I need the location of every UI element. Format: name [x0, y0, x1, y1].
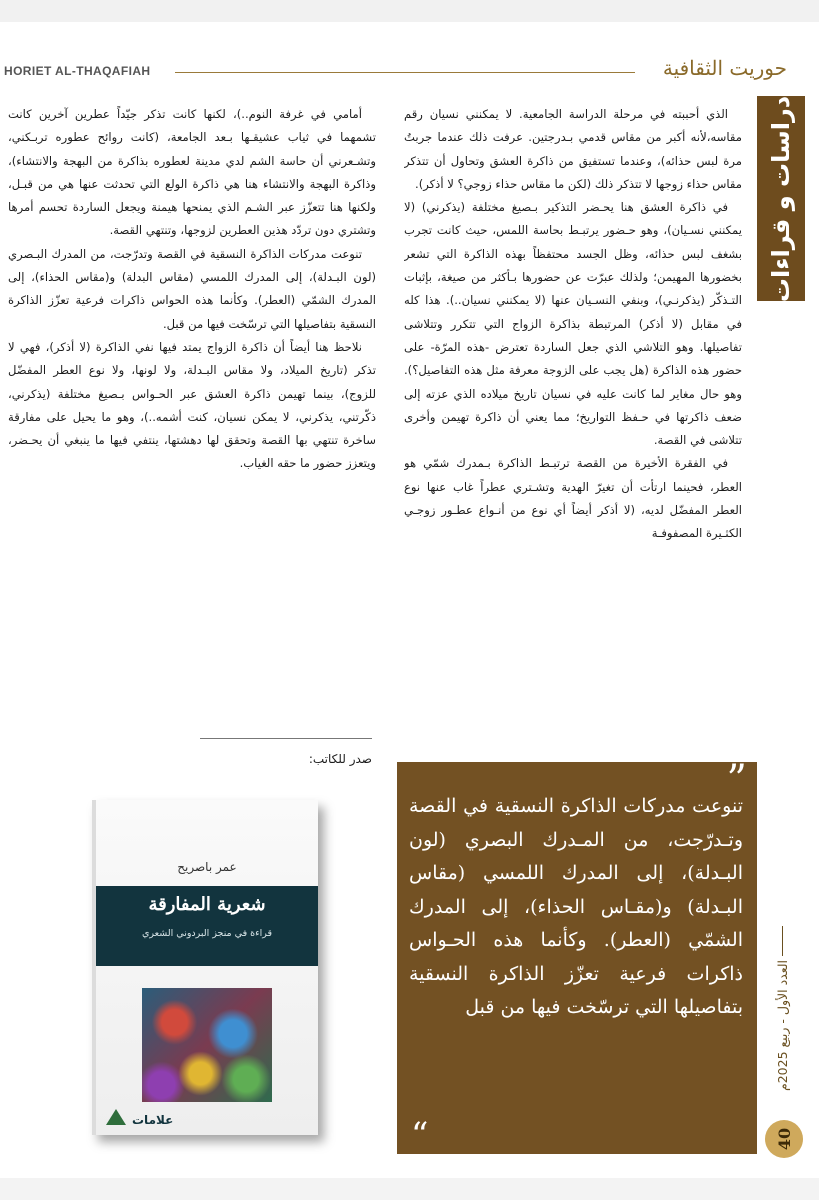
paragraph: في الفقرة الأخيرة من القصة ترتبـط الذاكرة بـمدرك شمّي هو العطر، فحينما ارتأت أن تغيرّ الهدية وتشـتري عطراً غاب عنها نوع العطر المفضّل لديه، (لا أذكر أيضاً أي نوع من أنـواع عطـور زوجـي الكثـيرة المصفوفـة	[404, 456, 742, 541]
book-publisher: علامات	[132, 1113, 174, 1127]
article-column-left	[8, 103, 376, 723]
pull-quote-text: تنوعت مدركات الذاكرة النسقية في القصة وتـدرّجت، من المـدرك البصري (لون البـدلة)، إلى المدرك اللمسي (مقاس البـدلة) و(مقـاس الحذاء)، إلى المدرك الشمّي (العطر). وكأنما هذه الحـواس ذاكرات فرعية تعزّز الذاكرة النسقية بتفاصيلها التي ترسّخت فيها من قبل	[409, 795, 743, 1018]
book-title: شعرية المفارقة	[148, 894, 266, 915]
quote-close-icon: “	[411, 1115, 429, 1155]
masthead-divider	[175, 72, 635, 73]
pull-quote-box	[397, 757, 757, 1155]
paragraph: أمامي في غرفة النوم..)، لكنها كانت تذكر جيّداً عطرين آخرين كانت تشمهما في ثياب عشيقـها بـعد الجامعة، (كانت روائح عطوره تربـكني، وتشـعرني أن حاسة الشم لدي مدينة لعطوره بذاكرة من البهجة والانتشاء)، وذاكرة البهجة والانتشاء هنا هي ذاكرة الولع التي تحدثت عنها هي من قبـل، ولكنها هنا تتعزّز عبر الشـم الذي يمنحها هيمنة ويجعل الساردة تحسم أمرها وتشتري دون تردّد هذين العطرين لزوجها، وتنتهي القصة.	[8, 107, 376, 238]
book-title-band	[96, 886, 318, 966]
paragraph: نلاحظ هنا أيضاً أن ذاكرة الزواج يمتد فيها نفي الذاكرة (لا أذكر)، فهي لا تذكر (تاريخ الميلاد، ولا مقاس البـدلة، ولا لونها، ولا نوع العطر المفضّل للزوج)، بينما تهيمن ذاكرة العشق عبر الحـواس بـصيغ مختلفة (يذكرني، ذكّرتني، يذكرني، لا يمكن نسيان، كنت أشمه..)، وهو ما يحيل على مفارقة ساخرة تنتهي بها القصة وتحقق لها دهشتها، ينتفي فيها ما ينبغي أن يحـضر، ويتعزز حضور ما حقه الغياب.	[8, 339, 376, 471]
page-number-badge: 40	[765, 1120, 803, 1158]
masthead-english-title: HORIET AL-THAQAFIAH	[4, 64, 151, 78]
paragraph: في ذاكرة العشق هنا يحـضر التذكير بـصيغ مختلفة (يذكرني) (لا يمكنني نسـيان)، وهو حـضور يرتبـط بحاسة اللمس، حيث كانت تجرب بشغف لبس حذائه، وظل الجسد محتفظاً بهذه الذاكرة التي تشعر بخضورها المهيمن؛ ولذلك عبرّت عن حضورها بـأكثر من صيغة، بإثبات التـذكّر (يذكرنـي)، وبنفي النسـيان عنها (لا يمكنني نسيان..). هذا كله في مقابل (لا أذكر) المرتبطة بذاكرة الزواج التي تتكرر وتتلاشى تفاصيلها. وهو التلاشي الذي جعل الساردة تعترض -هذه المرّة- على حضور هذه الذاكرة (هل يجب على الزوجة معرفة مثل هذه التفاصيل؟). وهو حال مغاير لما كانت عليه في نسيان تاريخ ميلاده الذي عزته إلى ضعف ذاكرتها في حـفظ التواريخ؛ مما يعني أن ذاكرة تهيمن وأخرى تتلاشى في القصة.	[404, 200, 742, 448]
bottom-margin-strip	[0, 1178, 819, 1200]
section-tab	[757, 96, 805, 301]
author-publications-label: صدر للكاتب:	[308, 752, 372, 766]
issue-label	[760, 920, 806, 1130]
issue-text: العدد الأول - ربيع 2025م	[775, 959, 791, 1091]
masthead-arabic-logo: حوريت الثقافية	[662, 56, 787, 80]
article-column-right	[404, 103, 742, 745]
book-subtitle: قراءة في منجز البردوني الشعري	[141, 928, 273, 939]
section-divider	[200, 738, 372, 739]
top-margin-strip	[0, 0, 819, 22]
paragraph: تنوعت مدركات الذاكرة النسقية في القصة وتدرّجت، من المدرك البـصري (لون البـدلة)، إلى المدرك اللمسي (مقاس البدلة) و(مقاس الحذاء)، إلى المدرك الشمّي (العطر). وكأنما هذه الحواس ذاكرات فرعية تعزّز الذاكرة النسقية بتفاصيلها التي ترسّخت فيها من قبل.	[8, 246, 376, 331]
book-cover-artwork	[142, 988, 272, 1102]
paragraph: الذي أحببته في مرحلة الدراسة الجامعية. لا يمكنني نسيان رقم مقاسه،لأنه أكبر من مقاس قدمي بـدرجتين. عرفت ذلك عندما جربتُ مرة لبس حذائه)، وعندما تستفيق من ذاكرة العشق وتحاول أن تتذكر مقاس حذاء زوجها لا تتذكر ذلك (لكن ما مقاس حذاء زوجي؟ لا أذكر).	[404, 107, 742, 191]
quote-open-icon: ”	[726, 757, 747, 803]
section-label: دراسات و قراءات	[767, 95, 796, 302]
book-author: عمر باصريح	[177, 860, 237, 874]
publisher-logo-icon	[106, 1109, 126, 1125]
book-cover-image	[92, 800, 318, 1135]
